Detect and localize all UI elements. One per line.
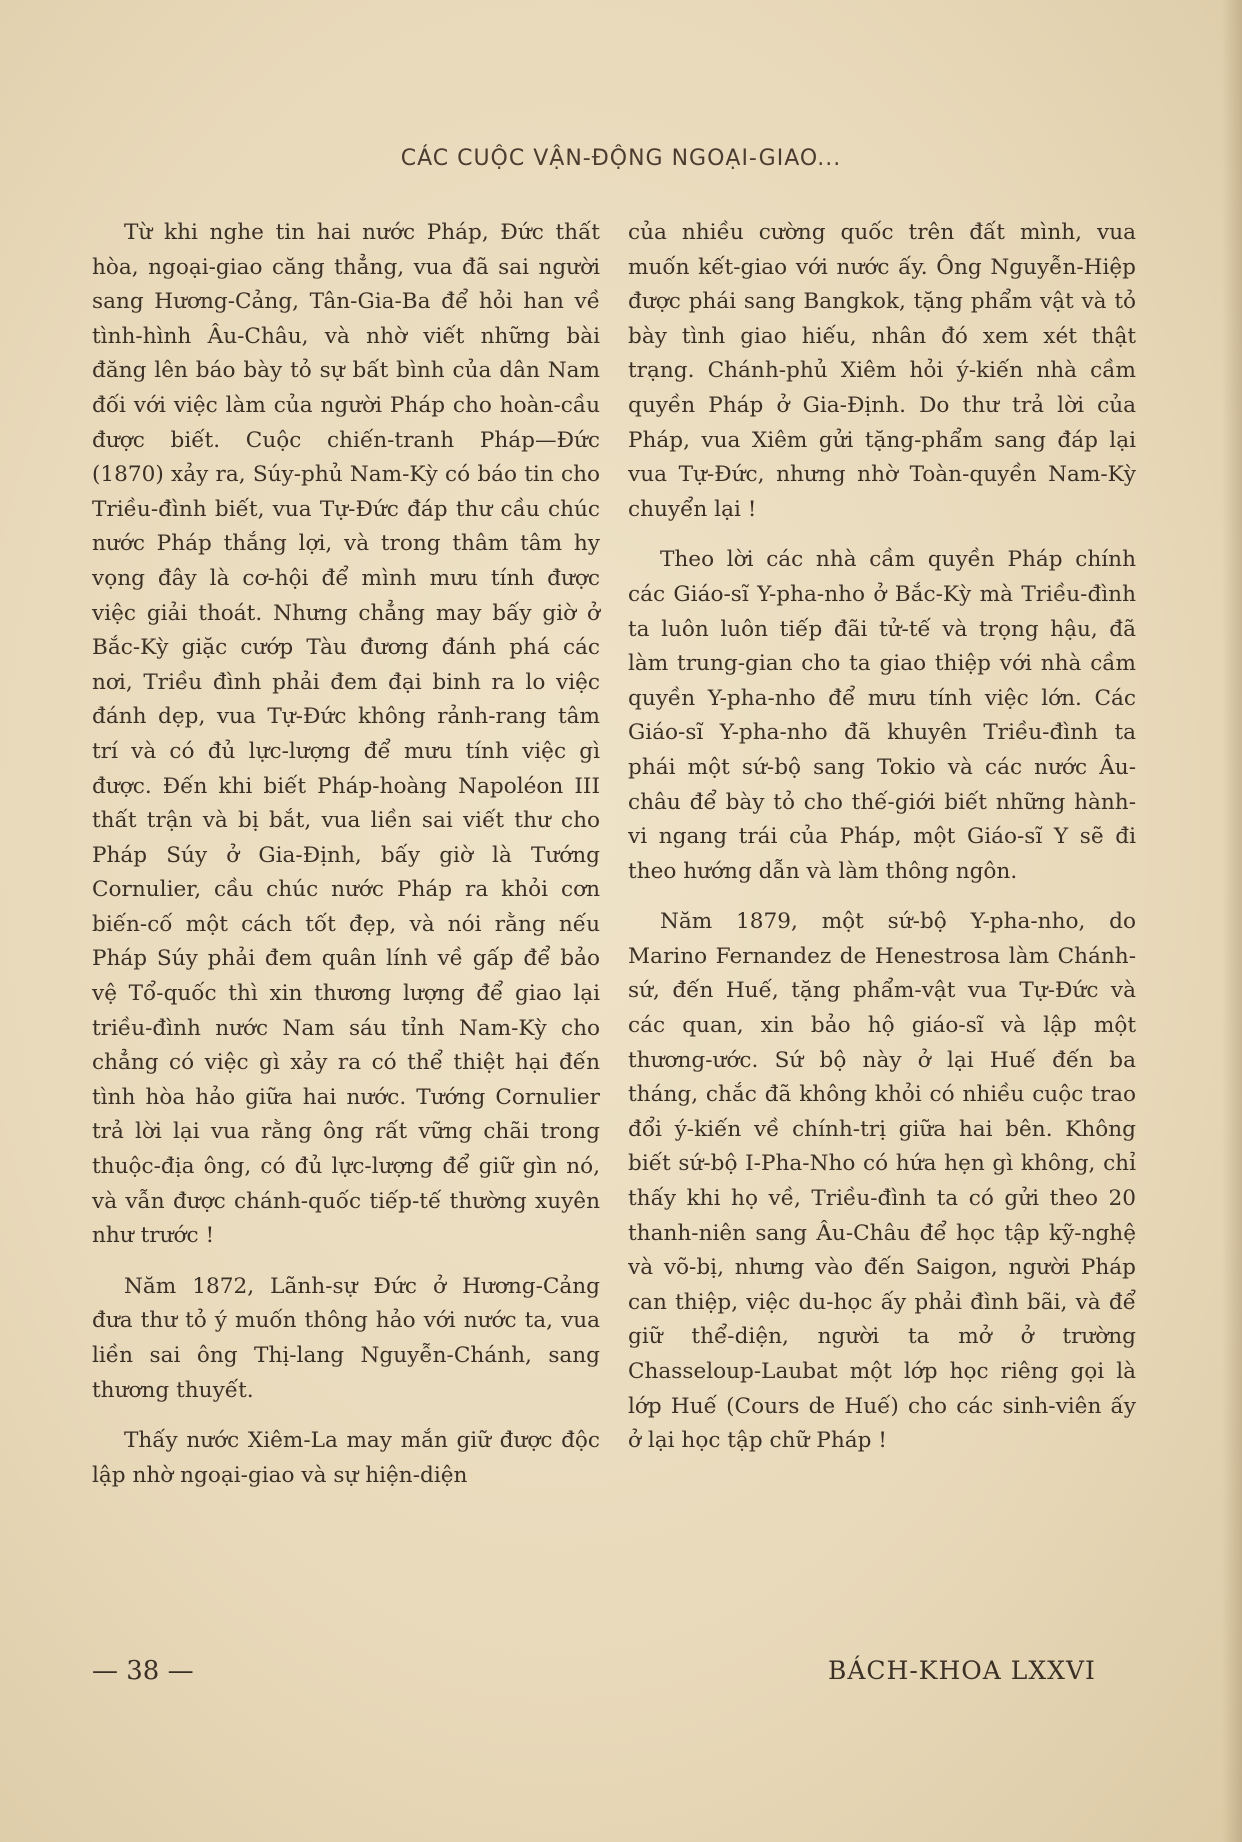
paragraph: Từ khi nghe tin hai nước Pháp, Đức thất hòa, ngoại-giao căng thẳng, vua đã sai người sang Hương-Cảng, Tân-Gia-Ba để hỏi han về tình-hình Âu-Châu, và nhờ viết những bài đăng lên báo bày tỏ sự bất bình của dân Nam đối với việc làm của người Pháp cho hoàn-cầu được biết. Cuộc chiến-tranh Pháp—Đức (1870) xảy ra, Súy-phủ Nam-Kỳ có báo tin cho Triều-đình biết, vua Tự-Đức đáp thư cầu chúc nước Pháp thắng lợi, và trong thâm tâm hy vọng đây là cơ-hội để mình mưu tính được việc giải thoát. Nhưng chẳng may bấy giờ ở Bắc-Kỳ giặc cướp Tàu đương đánh phá các nơi, Triều đình phải đem đại binh ra lo việc đánh dẹp, vua Tự-Đức không rảnh-rang tâm trí và có đủ lực-lượng để mưu tính việc gì được. Đến khi biết Pháp-hoàng Napoléon III thất trận và bị bắt, vua liền sai viết thư cho Pháp Súy ở Gia-Định, bấy giờ là Tướng Cornulier, cầu chúc nước Pháp ra khỏi cơn biến-cố một cách tốt đẹp, và nói rằng nếu Pháp Súy phải đem quân lính về gấp để bảo vệ Tổ-quốc thì xin thương lượng để giao lại triều-đình nước Nam sáu tỉnh Nam-Kỳ cho chẳng có việc gì xảy ra có thể thiệt hại đến tình hòa hảo giữa hai nước. Tướng Cornulier trả lời lại vua rằng ông rất vững chãi trong thuộc-địa ông, có đủ lực-lượng để giữ gìn nó, và vẫn được chánh-quốc tiếp-tế thường xuyên như trước ! <box>92 220 600 1249</box>
right-column <box>628 216 1136 1475</box>
paragraph: Theo lời các nhà cầm quyền Pháp chính các Giáo-sĩ Y-pha-nho ở Bắc-Kỳ mà Triều-đình ta luôn luôn tiếp đãi tử-tế và trọng hậu, đã làm trung-gian cho ta giao thiệp với nhà cầm quyền Y-pha-nho để mưu tính việc lớn. Các Giáo-sĩ Y-pha-nho đã khuyên Triều-đình ta phái một sứ-bộ sang Tokio và các nước Âu-châu để bày tỏ cho thế-giới biết những hành-vi ngang trái của Pháp, một Giáo-sĩ Y sẽ đi theo hướng dẫn và làm thông ngôn. <box>628 547 1136 884</box>
left-column <box>92 216 600 1509</box>
publication-name: BÁCH-KHOA LXXVI <box>828 1656 1096 1685</box>
page-number: — 38 — <box>92 1656 194 1686</box>
page-edge-shadow <box>1222 0 1242 1842</box>
paragraph: của nhiều cường quốc trên đất mình, vua muốn kết-giao với nước ấy. Ông Nguyễn-Hiệp được phái sang Bangkok, tặng phẩm vật và tỏ bày tình giao hiếu, nhân đó xem xét thật trạng. Chánh-phủ Xiêm hỏi ý-kiến nhà cầm quyền Pháp ở Gia-Định. Do thư trả lời của Pháp, vua Xiêm gửi tặng-phẩm sang đáp lại vua Tự-Đức, nhưng nhờ Toàn-quyền Nam-Kỳ chuyển lại ! <box>628 220 1136 522</box>
paragraph: Năm 1872, Lãnh-sự Đức ở Hương-Cảng đưa thư tỏ ý muốn thông hảo với nước ta, vua liền sai ông Thị-lang Nguyễn-Chánh, sang thương thuyết. <box>92 1273 600 1403</box>
running-title: CÁC CUỘC VẬN-ĐỘNG NGOẠI-GIAO... <box>400 146 842 171</box>
paragraph: Thấy nước Xiêm-La may mắn giữ được độc lập nhờ ngoại-giao và sự hiện-diện <box>92 1428 600 1488</box>
paragraph: Năm 1879, một sứ-bộ Y-pha-nho, do Marino Fernandez de Henestrosa làm Chánh-sứ, đến Huế, tặng phẩm-vật vua Tự-Đức và các quan, xin bảo hộ giáo-sĩ và lập một thương-ước. Sứ bộ này ở lại Huế đến ba tháng, chắc đã không khỏi có nhiều cuộc trao đổi ý-kiến về chính-trị giữa hai bên. Không biết sứ-bộ I-Pha-Nho có hứa hẹn gì không, chỉ thấy khi họ về, Triều-đình ta có gửi theo 20 thanh-niên sang Âu-Châu để học tập kỹ-nghệ và võ-bị, nhưng vào đến Saigon, người Pháp can thiệp, việc du-học ấy phải đình bãi, và để giữ thể-diện, người ta mở ở trường Chasseloup-Laubat một lớp học riêng gọi là lớp Huế (Cours de Huế) cho các sinh-viên ấy ở lại học tập chữ Pháp ! <box>628 909 1136 1454</box>
